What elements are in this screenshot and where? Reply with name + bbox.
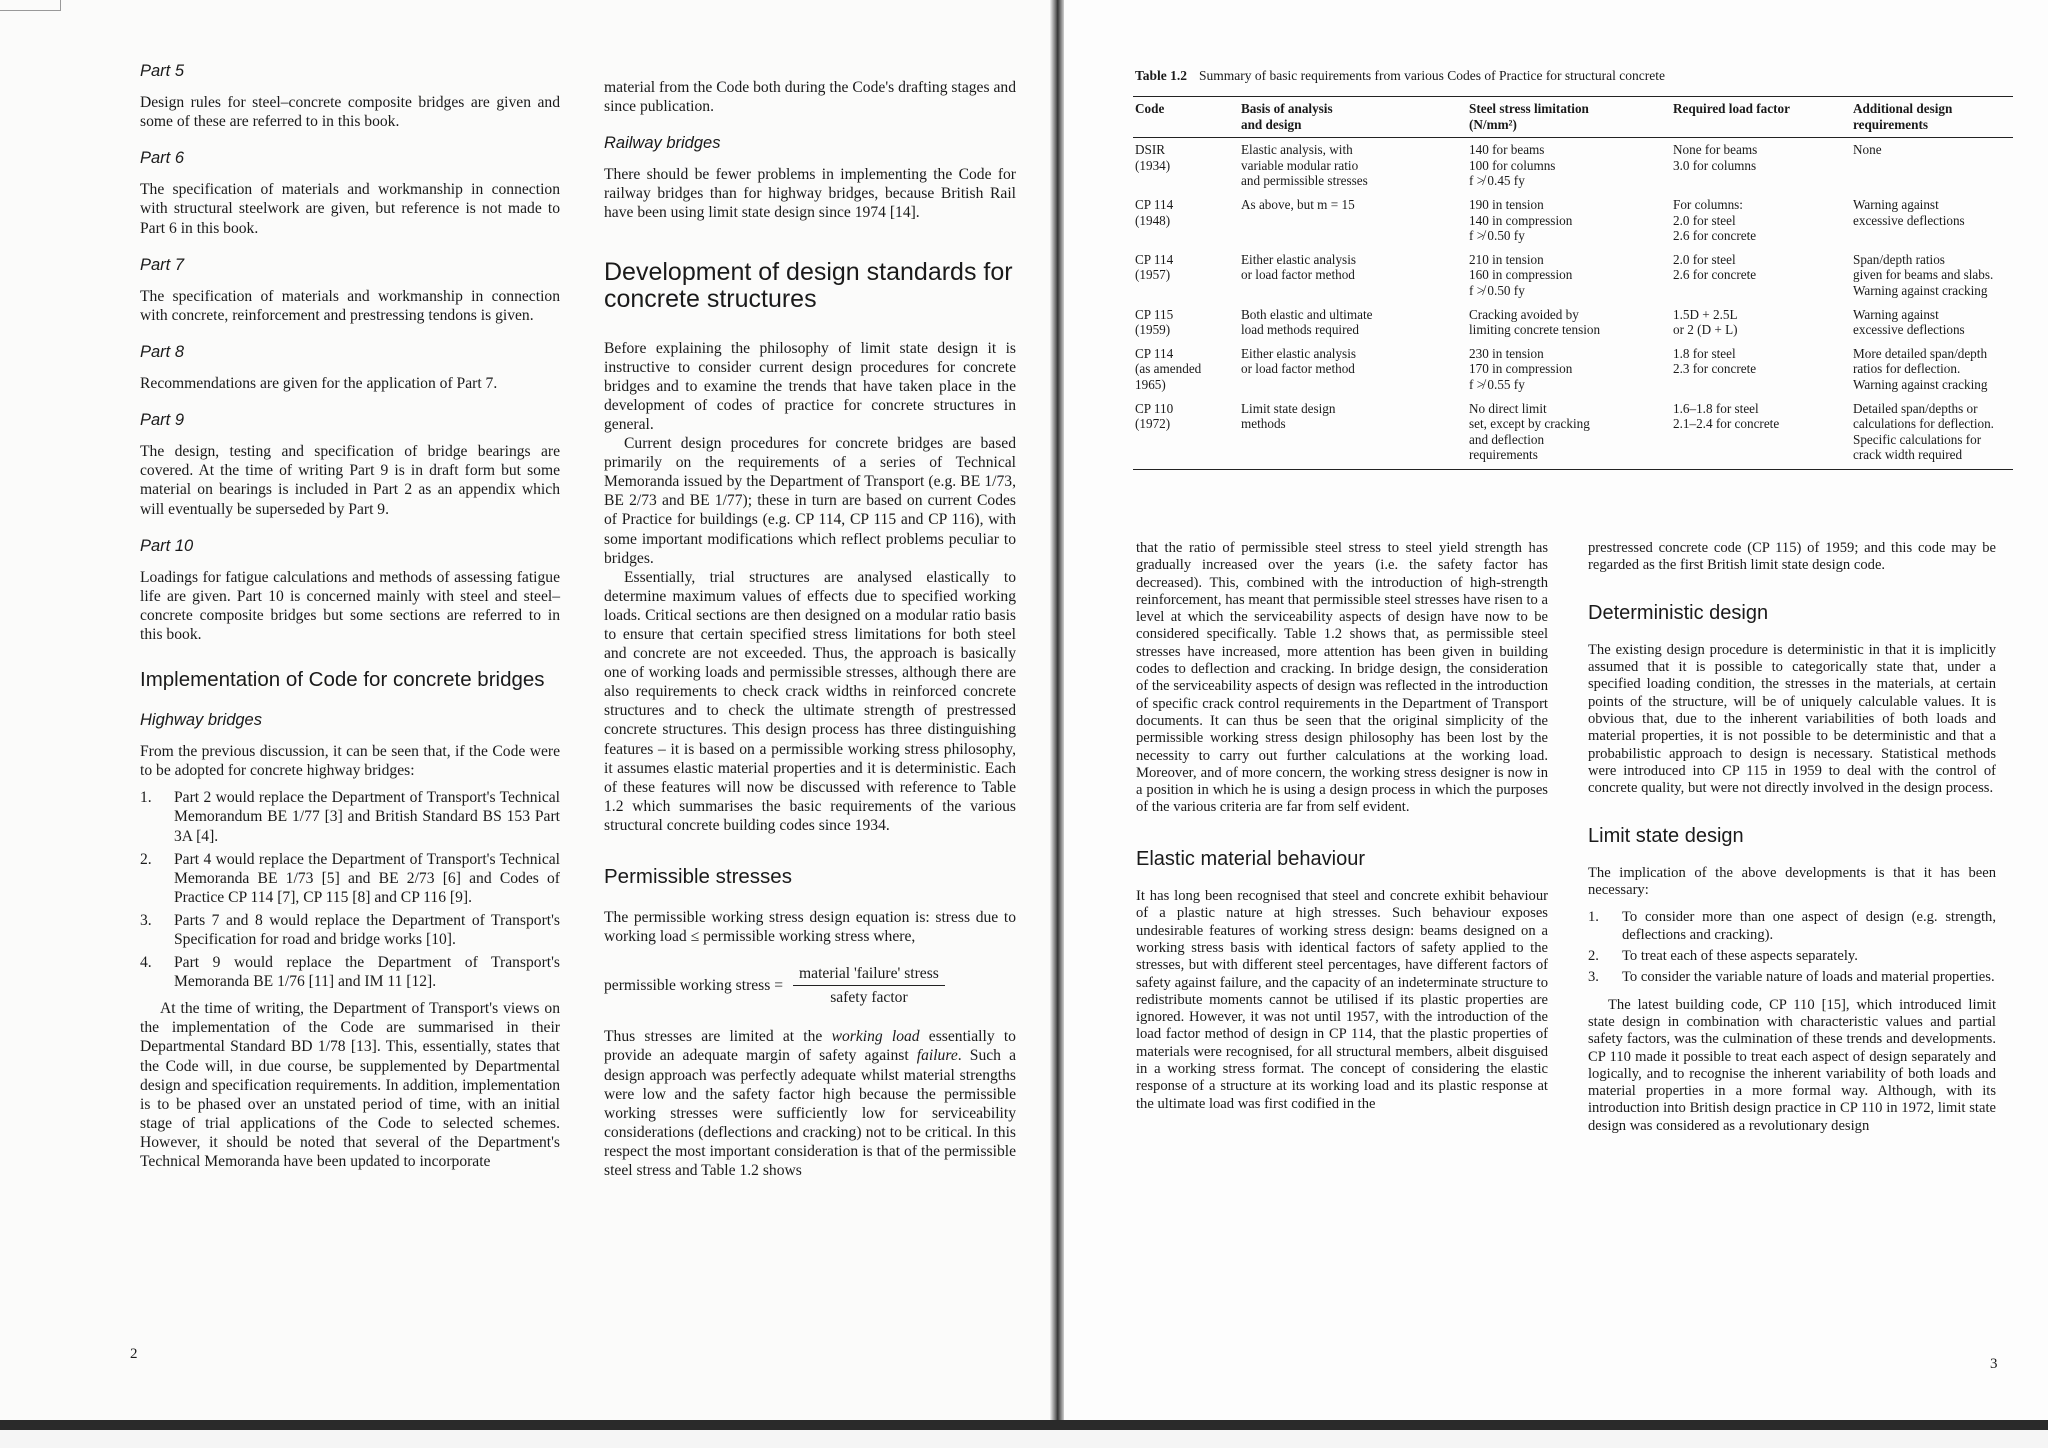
table-cell: 210 in tension 160 in compression f ≯ 0.50 fy	[1469, 251, 1573, 298]
table-cell: Limit state design methods	[1239, 397, 1467, 470]
formula-lhs: permissible working stress =	[604, 977, 784, 995]
part6-heading: Part 6	[140, 149, 185, 168]
limit-state-heading: Limit state design	[1588, 824, 1744, 847]
railway-text: There should be fewer problems in implementing the Code for railway bridges than for highway bridges, because British Rail have been using limit state design since 1974 [14].	[604, 166, 1016, 222]
column-header: Additional design requirements	[1851, 97, 2013, 138]
list-text: To consider more than one aspect of design (e.g. strength, deflections and cracking).	[1622, 909, 1996, 943]
formula-denominator: safety factor	[830, 989, 908, 1007]
formula-numerator: material 'failure' stress	[793, 964, 945, 986]
limit-state-list	[1588, 909, 1996, 986]
permissible-paragraph-2	[604, 1027, 1016, 1180]
deterministic-heading: Deterministic design	[1588, 601, 1769, 624]
stress-formula	[604, 964, 1016, 1007]
continued-text: prestressed concrete code (CP 115) of 1959; and this code may be regarded as the first British limit state design code.	[1588, 540, 1996, 574]
list-number: 3.	[140, 911, 152, 929]
table-row	[1133, 138, 2013, 193]
permissible-stresses-heading: Permissible stresses	[604, 865, 792, 888]
list-item	[140, 788, 560, 845]
highway-bridges-heading: Highway bridges	[140, 711, 262, 730]
table-cell: Detailed span/depths or calculations for deflection. Specific calculations for crack width required	[1851, 397, 2013, 470]
table-row	[1133, 342, 2013, 397]
left-column-2	[604, 78, 1016, 1180]
table-cell: 1.6–1.8 for steel 2.1–2.4 for concrete	[1671, 397, 1851, 470]
table-cell: 1.8 for steel 2.3 for concrete	[1673, 345, 1757, 377]
table-cell: 2.0 for steel 2.6 for concrete	[1673, 251, 1757, 283]
table-cell: Cracking avoided by limiting concrete tension	[1469, 306, 1601, 338]
deterministic-text: The existing design procedure is deterministic in that it is implicitly assumed that it is possible to categorically state that, under a specified loading condition, the stresses in the materials, at certain points of the structure, will be of uniquely calculable values. It is obvious that, due to the inherent variabilities of both loads and material properties, it is not possible to be deterministic and that a probabilistic approach to design is necessary. Statistical methods were introduced into CP 115 in 1959 to deal with the control of concrete quality, but were not directly involved in the design process.	[1588, 641, 1996, 797]
table-row	[1133, 248, 2013, 303]
highway-paragraph: At the time of writing, the Department of Transport's views on the implementation of the Code are summarised in their Departmental Standard BD 1/78 [13]. This, essentially, states that the Code will, in due course, be supplemented by Departmental design and specification requirements. In addition, implementation is to be phased over an unstated period of time, with an initial stage of trial applications of the Code to selected schemes. However, it should be noted that several of the Department's Technical Memoranda have been updated to incorporate	[140, 1000, 560, 1171]
table-cell: CP 114 (1957)	[1135, 251, 1174, 283]
list-number: 2.	[1588, 948, 1599, 965]
table-row	[1133, 397, 2013, 470]
italic-text: working load	[831, 1028, 920, 1046]
highway-list	[140, 788, 560, 991]
list-item	[140, 850, 560, 907]
part10-heading: Part 10	[140, 536, 194, 555]
part9-text: The design, testing and specification of bridge bearings are covered. At the time of writing Part 9 is in draft form but some material on bearings is included in Part 2 as an appendix which will eventually be superseded by Part 9.	[140, 443, 560, 518]
table-cell: 140 for beams 100 for columns f ≯ 0.45 fy	[1469, 142, 1556, 189]
column-header: Code	[1133, 97, 1239, 138]
list-item	[140, 911, 560, 949]
development-paragraph-2: Current design procedures for concrete bridges are based primarily on the requirements of a series of Technical Memoranda issued by the Department of Transport (e.g. BE 1/73, BE 2/73 and BE 1/77); these in turn are based on current Codes of Practice for buildings (e.g. CP 114, CP 115 and CP 116), with some important modifications which reflect problems peculiar to bridges.	[604, 435, 1016, 567]
scan-bottom-edge	[0, 1420, 2048, 1430]
highway-intro: From the previous discussion, it can be seen that, if the Code were to be adopted for concrete highway bridges:	[140, 743, 560, 780]
list-number: 2.	[140, 850, 152, 868]
development-paragraph-1: Before explaining the philosophy of limit state design it is instructive to consider current design procedures for concrete bridges and to examine the trends that have taken place in the development of codes of practice for concrete structures in general.	[604, 339, 1016, 433]
railway-bridges-heading: Railway bridges	[604, 134, 721, 153]
right-column-2	[1588, 540, 1996, 1135]
part5-text: Design rules for steel–concrete composite bridges are given and some of these are referred to in this book.	[140, 94, 560, 131]
list-number: 1.	[140, 789, 152, 807]
scan-bottom-margin	[0, 1430, 2048, 1448]
table-caption-text: Summary of basic requirements from various Codes of Practice for structural concrete	[1199, 68, 1665, 83]
list-text: Parts 7 and 8 would replace the Department of Transport's Specification for road and bridge works [10].	[174, 911, 560, 948]
limit-state-paragraph: The latest building code, CP 110 [15], which introduced limit state design in combination with characteristic values and partial safety factors, was the culmination of these trends and developments. CP 110 made it possible to treat each aspect of design separately and logically, and to recognise the inherent variability of both loads and material properties in a more formal way. Although, with its introduction into British design practice in CP 110 in 1972, limit state design was considered as a revolutionary design	[1588, 996, 1996, 1134]
codes-table	[1133, 96, 2013, 470]
list-item	[1588, 948, 1996, 965]
serviceability-paragraph: that the ratio of permissible steel stress to steel yield strength has gradually increased over the years (i.e. the safety factor has decreased). This, combined with the introduction of high-strength reinforcement, has meant that permissible steel stresses have risen to a level at which the serviceability aspects of design have now to be considered specifically. Table 1.2 shows that, as permissible steel stresses have increased, more attention has been given in building codes to deflection and cracking. In bridge design, the consideration of the serviceability aspects of design was reflected in the introduction of specific crack control requirements in the Department of Transport documents. It can thus be seen that the original simplicity of the permissible working stress design philosophy has been lost by the necessity to carry out further calculations at the working load. Moreover, and of more concern, the working stress designer is now in a position in which he is using a design process in which the purposes of the various criteria are far from self evident.	[1136, 540, 1548, 816]
text-run: essentially to provide an adequate margin of safety against	[604, 1028, 1016, 1065]
table-cell: 190 in tension 140 in compression f ≯ 0.50 fy	[1469, 196, 1573, 244]
table-cell: CP 115 (1959)	[1135, 306, 1174, 338]
left-column-1	[140, 62, 560, 1171]
corner-mark	[0, 0, 61, 11]
table-row	[1133, 303, 2013, 342]
list-text: Part 4 would replace the Department of Transport's Technical Memoranda BE 1/73 [5] and BE 2/73 [6] and Codes of Practice CP 114 [7], CP 115 [8] and CP 116 [9].	[174, 850, 560, 906]
part10-text: Loadings for fatigue calculations and methods of assessing fatigue life are given. Part 10 is concerned mainly with steel and steel–concrete composite bridges but some sections are referred to in this book.	[140, 568, 560, 643]
elastic-material-heading: Elastic material behaviour	[1136, 847, 1365, 870]
development-paragraph-3: Essentially, trial structures are analysed elastically to determine maximum values of effects due to specified working loads. Critical sections are then designed on a modular ratio basis to ensure that certain specified stress limitations for both steel and concrete are not exceeded. Thus, the approach is basically one of working loads and permissible stresses, although there are also requirements to check crack widths in reinforced concrete structures and to check the ultimate strength of prestressed concrete structures. This design process has three distinguishing features – it is based on a permissible working stress philosophy, it assumes elastic material properties and it is deterministic. Each of these features will now be discussed with reference to Table 1.2 which summarises the basic requirements of the various structural concrete building codes since 1934.	[604, 568, 1016, 834]
text-run: . Such a design approach was perfectly adequate whilst material strengths were low and the safety factor high because the permissible working stresses were sufficiently low for serviceability considerations (deflections and cracking) not to be critical. In this respect the most important consideration is that of the permissible steel stress and Table 1.2 shows	[604, 1047, 1016, 1180]
column-header: Basis of analysis and design	[1239, 97, 1467, 138]
table-cell: 1.5D + 2.5L or 2 (D + L)	[1673, 306, 1738, 338]
table-cell: Warning against excessive deflections	[1853, 306, 1965, 338]
table-cell: Warning against excessive deflections	[1853, 196, 1965, 228]
list-number: 3.	[1588, 969, 1599, 986]
left-page-number: 2	[130, 1346, 138, 1362]
table-cell: More detailed span/depth ratios for deflection. Warning against cracking	[1853, 345, 1988, 392]
part8-heading: Part 8	[140, 342, 185, 361]
table-caption	[1135, 68, 1665, 84]
list-text: To treat each of these aspects separately.	[1622, 948, 1858, 965]
right-column-1	[1136, 540, 1548, 1113]
permissible-paragraph-1: The permissible working stress design equation is: stress due to working load ≤ permissible working stress where,	[604, 909, 1016, 946]
table-cell: DSIR (1934)	[1135, 142, 1171, 173]
part7-heading: Part 7	[140, 255, 185, 274]
table-cell: For columns: 2.0 for steel 2.6 for concrete	[1673, 196, 1757, 244]
book-gutter	[1050, 0, 1064, 1448]
column-header: Steel stress limitation (N/mm²)	[1467, 97, 1671, 138]
list-text: Part 2 would replace the Department of Transport's Technical Memorandum BE 1/77 [3] and British Standard BS 153 Part 3A [4].	[174, 789, 560, 845]
development-heading: Development of design standards for concrete structures	[604, 257, 1013, 313]
italic-text: failure	[916, 1047, 958, 1065]
table-cell: None	[1853, 142, 1882, 158]
list-item	[140, 953, 560, 991]
list-number: 4.	[140, 954, 152, 972]
table-cell: 230 in tension 170 in compression f ≯ 0.55 fy	[1469, 345, 1573, 392]
implementation-heading: Implementation of Code for concrete bridges	[140, 668, 545, 692]
table-cell: Span/depth ratios given for beams and slabs. Warning against cracking	[1853, 251, 1994, 298]
table-cell: As above, but m = 15	[1241, 196, 1355, 212]
table-cell: No direct limit set, except by cracking and deflection requirements	[1467, 397, 1671, 470]
table-cell: None for beams 3.0 for columns	[1673, 142, 1758, 173]
elastic-material-text: It has long been recognised that steel and concrete exhibit behaviour of a plastic nature at high stresses. Such behaviour exposes undesirable features of working stress design: beams designed on a working stress basis with identical factors of safety applied to the stresses, but with different steel percentages, have different factors of safety against failure, and the capacity of an indeterminate structure to redistribute moments cannot be utilised if its plastic properties are ignored. However, it was not until 1957, with the introduction of the load factor method of design in CP 114, that the plastic properties of materials were recognised, for all structural members, albeit disguised in a working stress format. The concept of considering the elastic response of a structure at its working load and its plastic response at the ultimate load was first codified in the	[1136, 888, 1548, 1112]
column-header: Required load factor	[1671, 97, 1851, 138]
formula-fraction	[793, 964, 945, 1007]
text-run: Thus stresses are limited at the	[604, 1028, 832, 1046]
table-cell: Both elastic and ultimate load methods required	[1241, 306, 1373, 338]
table-cell: Either elastic analysis or load factor method	[1241, 345, 1356, 377]
table-cell: CP 114 (1948)	[1135, 196, 1174, 228]
list-number: 1.	[1588, 909, 1599, 926]
table-label: Table 1.2	[1135, 68, 1188, 83]
list-item	[1588, 969, 1996, 986]
table-cell: CP 114 (as amended 1965)	[1135, 345, 1202, 392]
part7-text: The specification of materials and workmanship in connection with concrete, reinforcement and prestressing tendons is given.	[140, 287, 560, 324]
part6-text: The specification of materials and workmanship in connection with structural steelwork are given, but reference is not made to Part 6 in this book.	[140, 181, 560, 237]
part9-heading: Part 9	[140, 411, 185, 430]
table-cell: Either elastic analysis or load factor method	[1241, 251, 1356, 283]
part5-heading: Part 5	[140, 62, 185, 80]
table-cell: Elastic analysis, with variable modular ratio and permissible stresses	[1241, 142, 1368, 189]
table-header-row	[1133, 97, 2013, 138]
right-page-number: 3	[1990, 1356, 1998, 1372]
list-text: To consider the variable nature of loads and material properties.	[1622, 969, 1995, 986]
part8-text: Recommendations are given for the application of Part 7.	[140, 375, 498, 393]
limit-state-intro: The implication of the above developments is that it has been necessary:	[1588, 864, 1996, 899]
list-item	[1588, 909, 1996, 944]
list-text: Part 9 would replace the Department of Transport's Memoranda BE 1/76 [11] and IM 11 [12].	[174, 954, 560, 991]
table-row	[1133, 193, 2013, 248]
continued-text: material from the Code both during the Code's drafting stages and since publication.	[604, 79, 1016, 116]
table-cell: CP 110 (1972)	[1133, 397, 1239, 470]
